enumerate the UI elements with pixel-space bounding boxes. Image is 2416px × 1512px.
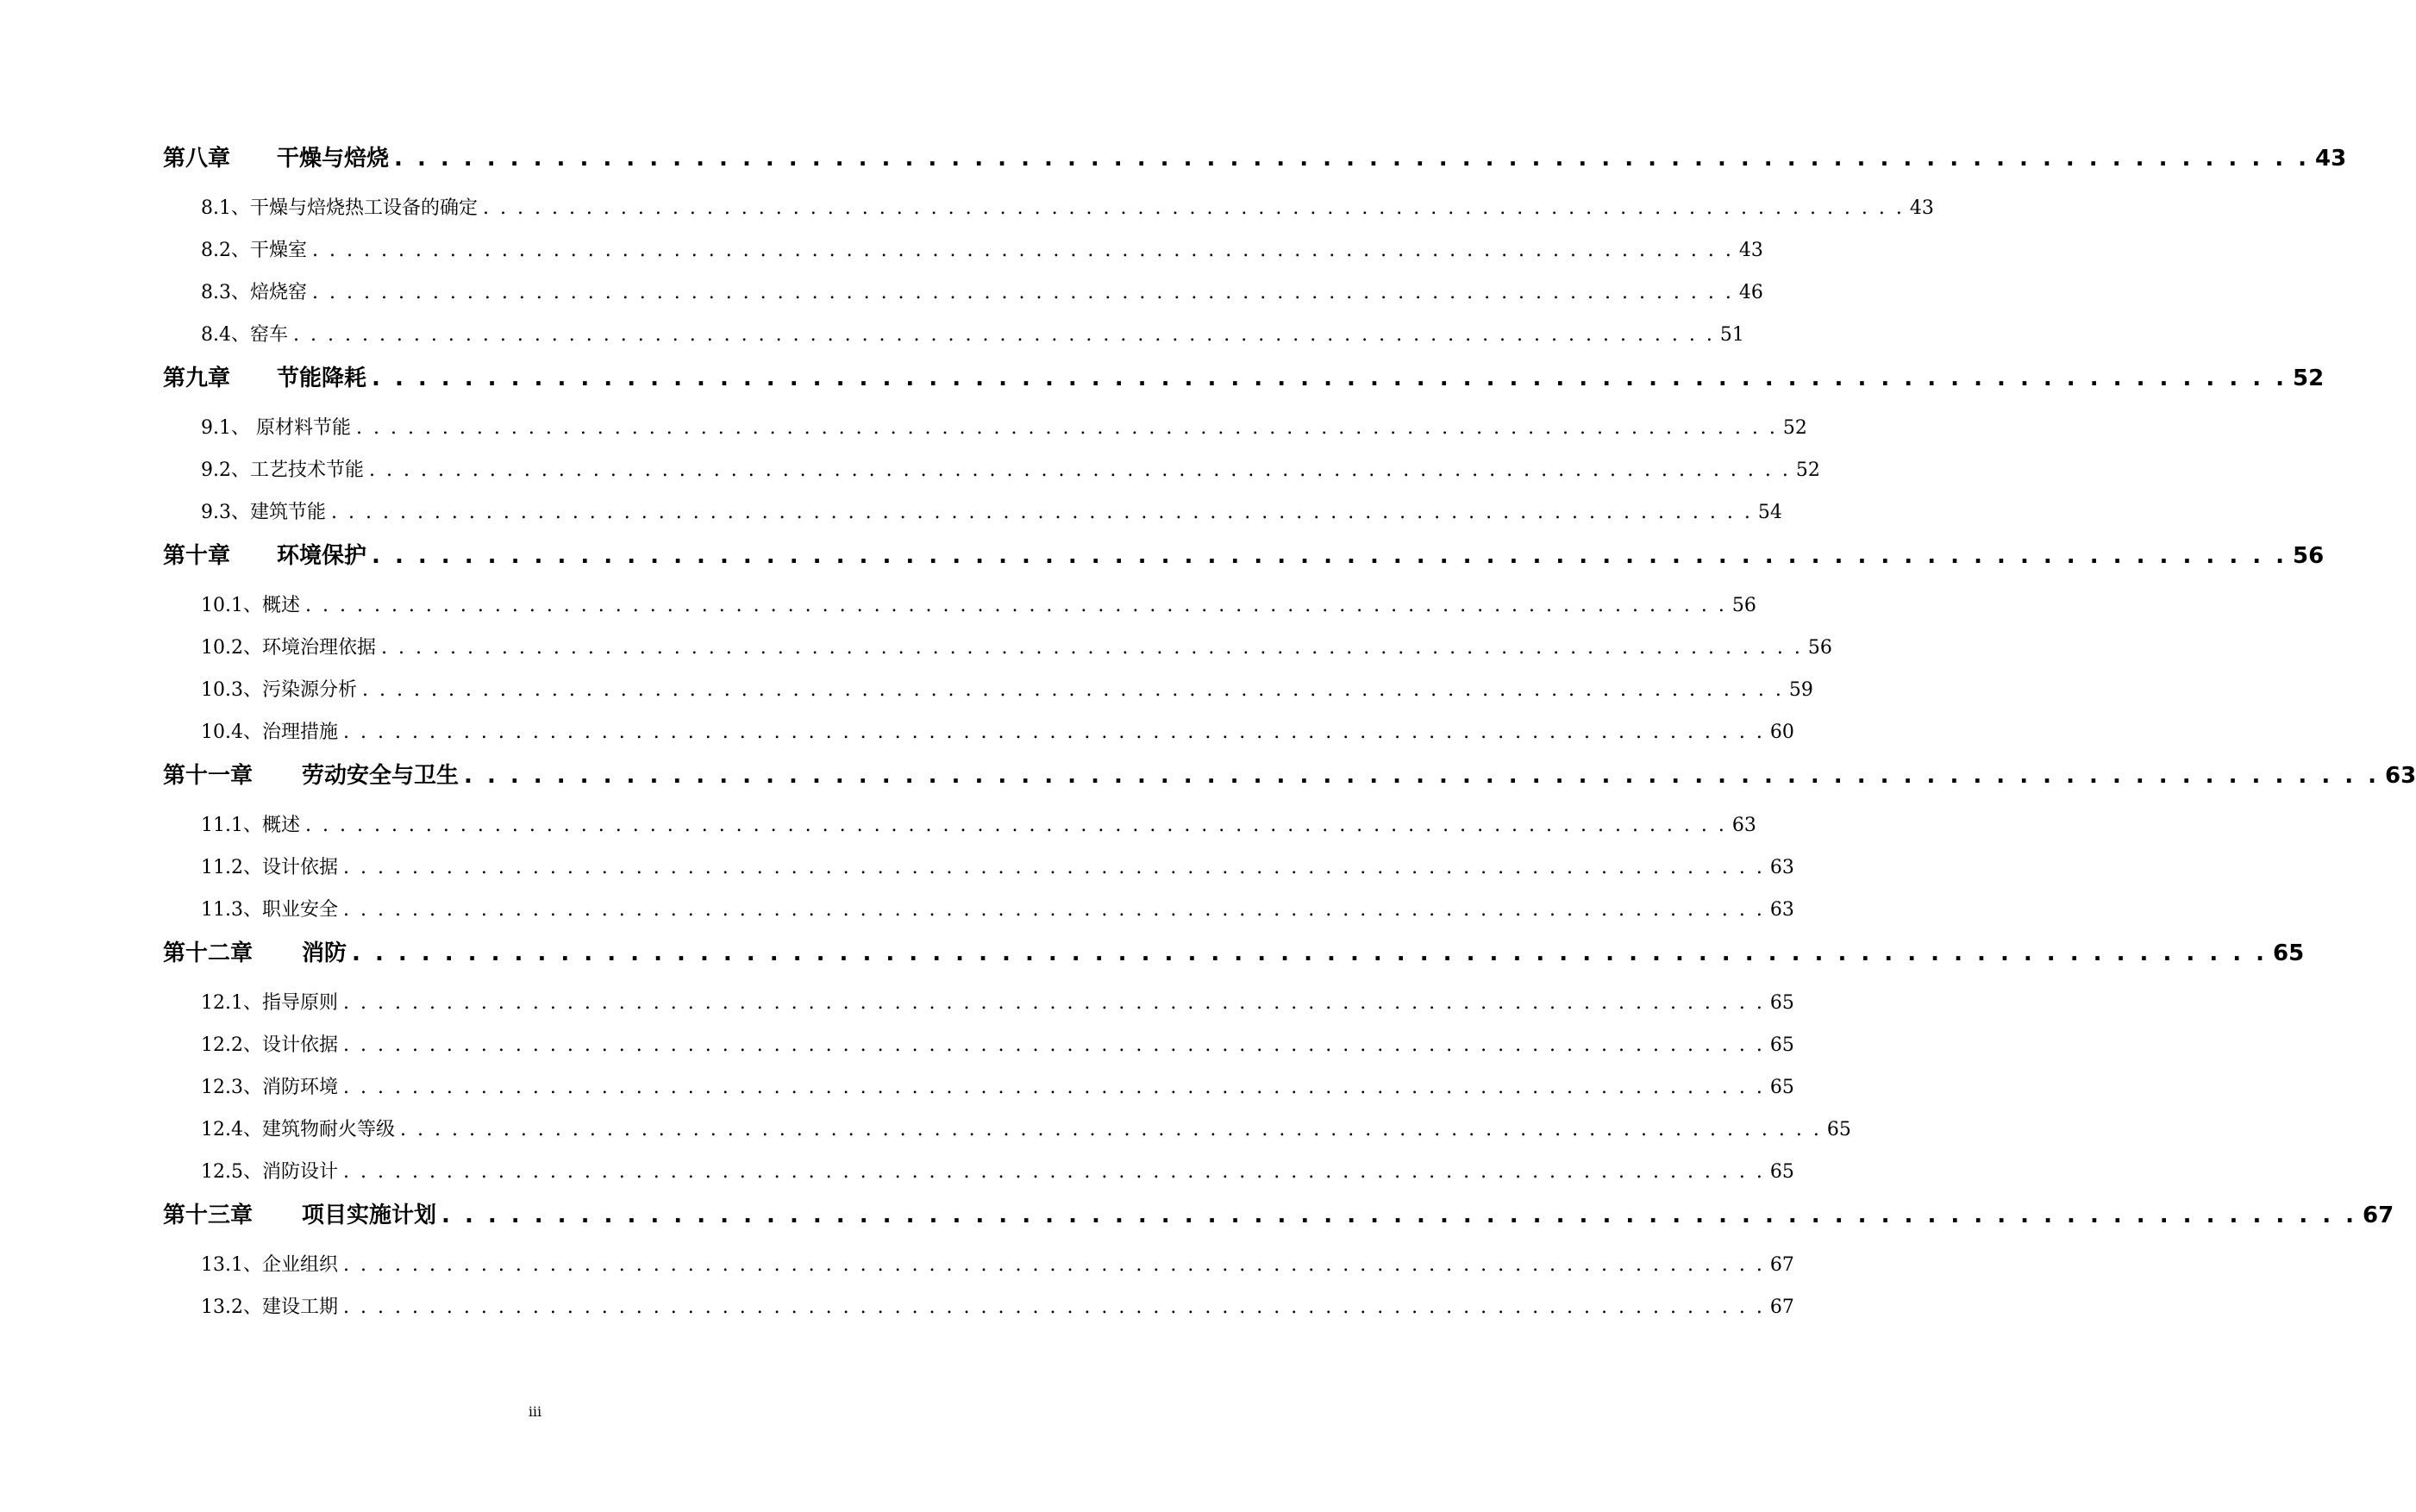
toc-entry-number: 13.2、 (201, 1296, 262, 1318)
toc-section-entry[interactable] (163, 847, 1794, 889)
dot-leader: . . . . . . . . . . . . . . . . . . . . . . . . . . . . . . . . . . . . . . . . . . . . . . . . . . . . . . . . . . . . . . . . . . . . . . . . . . . . . . . . . . . (343, 992, 1765, 1014)
dot-leader: . . . . . . . . . . . . . . . . . . . . . . . . . . . . . . . . . . . . . . . . . . . . . . . . . . . . . . . . . . . . . . . . . . . . . . . . . . . . . . . . . . . (305, 595, 1727, 616)
toc-entry-label (163, 1193, 436, 1238)
toc-section-entry[interactable] (163, 1151, 1794, 1193)
toc-entry-label (201, 187, 478, 229)
toc-entry-number: 8.4、 (201, 324, 250, 346)
page-number-footer: iii (528, 1403, 542, 1420)
toc-entry-page-number: 52 (1795, 459, 1820, 481)
toc-entry-title: 消防 (302, 940, 347, 966)
toc-section-entry[interactable] (163, 669, 1813, 711)
dot-leader: . . . . . . . . . . . . . . . . . . . . . . . . . . . . . . . . . . . . . . . . . . . . . . . . . . . . . . . . . . . . . . . . . . . . . . . . . . . . . . . . . . . (441, 1203, 2358, 1228)
toc-entry-label (163, 356, 366, 401)
toc-entry-number: 12.5、 (201, 1161, 262, 1183)
toc-entry-label (201, 272, 307, 314)
toc-entry-page-number: 52 (1782, 417, 1807, 439)
toc-entry-page-number: 63 (1731, 815, 1756, 836)
toc-entry-page-number: 63 (1769, 857, 1794, 878)
toc-entry-title: 环境保护 (277, 543, 367, 569)
toc-entry-page-number: 60 (1769, 722, 1794, 743)
toc-entry-number: 11.3、 (201, 899, 262, 921)
toc-chapter-entry[interactable] (163, 753, 2416, 804)
toc-section-entry[interactable] (163, 1024, 1794, 1066)
toc-entry-number: 8.1、 (201, 197, 250, 219)
toc-entry-label (201, 627, 376, 669)
dot-leader: . . . . . . . . . . . . . . . . . . . . . . . . . . . . . . . . . . . . . . . . . . . . . . . . . . . . . . . . . . . . . . . . . . . . . . . . . . . . . . . . . . . (343, 857, 1765, 878)
toc-entry-title: 干燥与焙烧 (277, 146, 390, 172)
toc-entry-title: 治理措施 (262, 722, 339, 743)
toc-entry-title: 建筑节能 (250, 502, 327, 523)
toc-entry-page-number: 67 (1769, 1296, 1794, 1318)
toc-entry-number: 第九章 (163, 366, 231, 391)
dot-leader: . . . . . . . . . . . . . . . . . . . . . . . . . . . . . . . . . . . . . . . . . . . . . . . . . . . . . . . . . . . . . . . . . . . . . . . . . . . . . . . . . . . (372, 543, 2288, 569)
toc-entry-page-number: 56 (1731, 595, 1756, 616)
toc-entry-title: 消防设计 (262, 1161, 339, 1183)
toc-chapter-entry[interactable] (163, 356, 2325, 407)
toc-entry-page-number: 63 (1769, 899, 1794, 921)
toc-entry-title: 工艺技术节能 (250, 459, 365, 481)
toc-entry-page-number: 59 (1788, 679, 1813, 701)
toc-entry-title: 干燥与焙烧热工设备的确定 (250, 197, 479, 219)
dot-leader: . . . . . . . . . . . . . . . . . . . . . . . . . . . . . . . . . . . . . . . . . . . . . . . . . . . . . . . . . . . . . . . . . . . . . . . . . . . . . . . . . . . (343, 899, 1765, 921)
toc-entry-page-number: 56 (1807, 637, 1832, 659)
toc-entry-page-number: 51 (1719, 324, 1744, 346)
toc-entry-page-number: 65 (1769, 1034, 1794, 1056)
toc-entry-label (201, 889, 338, 931)
toc-entry-label (201, 1066, 338, 1109)
toc-entry-title: 干燥室 (250, 240, 308, 261)
dot-leader: . . . . . . . . . . . . . . . . . . . . . . . . . . . . . . . . . . . . . . . . . . . . . . . . . . . . . . . . . . . . . . . . . . . . . . . . . . . . . . . . . . . (400, 1119, 1822, 1140)
dot-leader: . . . . . . . . . . . . . . . . . . . . . . . . . . . . . . . . . . . . . . . . . . . . . . . . . . . . . . . . . . . . . . . . . . . . . . . . . . . . . . . . . . . (464, 763, 2381, 789)
toc-entry-number: 10.3、 (201, 679, 262, 701)
toc-entry-title: 焙烧窑 (250, 282, 308, 303)
toc-entry-number: 第十二章 (163, 940, 253, 966)
toc-section-entry[interactable] (163, 272, 1763, 314)
toc-entry-title: 节能降耗 (277, 366, 367, 391)
toc-chapter-entry[interactable] (163, 1193, 2394, 1244)
toc-entry-label (201, 669, 357, 711)
toc-chapter-entry[interactable] (163, 931, 2305, 982)
toc-entry-label (201, 1286, 338, 1328)
dot-leader: . . . . . . . . . . . . . . . . . . . . . . . . . . . . . . . . . . . . . . . . . . . . . . . . . . . . . . . . . . . . . . . . . . . . . . . . . . . . . . . . . . . (312, 282, 1734, 303)
toc-entry-title: 建筑物耐火等级 (262, 1119, 396, 1140)
toc-entry-number: 10.4、 (201, 722, 262, 743)
toc-entry-title: 设计依据 (262, 1034, 339, 1056)
toc-entry-page-number: 46 (1738, 282, 1763, 303)
toc-entry-label (163, 534, 366, 578)
toc-entry-label (201, 711, 338, 753)
toc-entry-page-number: 43 (1738, 240, 1763, 261)
toc-entry-title: 概述 (262, 815, 301, 836)
toc-entry-page-number: 67 (2363, 1203, 2394, 1228)
toc-entry-number: 12.3、 (201, 1077, 262, 1098)
toc-entry-label (201, 847, 338, 889)
toc-entry-number: 9.3、 (201, 502, 250, 523)
dot-leader: . . . . . . . . . . . . . . . . . . . . . . . . . . . . . . . . . . . . . . . . . . . . . . . . . . . . . . . . . . . . . . . . . . . . . . . . . . . . . . . . . . . (343, 1161, 1765, 1183)
dot-leader: . . . . . . . . . . . . . . . . . . . . . . . . . . . . . . . . . . . . . . . . . . . . . . . . . . . . . . . . . . . . . . . . . . . . . . . . . . . . . . . . . . . (356, 417, 1778, 439)
toc-entry-title: 概述 (262, 595, 301, 616)
toc-entry-number: 13.1、 (201, 1254, 262, 1276)
toc-entry-page-number: 67 (1769, 1254, 1794, 1276)
toc-entry-label (201, 804, 300, 847)
dot-leader: . . . . . . . . . . . . . . . . . . . . . . . . . . . . . . . . . . . . . . . . . . . . . . . . . . . . . . . . . . . . . . . . . . . . . . . . . . . . . . . . . . . (343, 1296, 1765, 1318)
toc-section-entry[interactable] (163, 889, 1794, 931)
dot-leader: . . . . . . . . . . . . . . . . . . . . . . . . . . . . . . . . . . . . . . . . . . . . . . . . . . . . . . . . . . . . . . . . . . . . . . . . . . . . . . . . . . . (305, 815, 1727, 836)
toc-entry-page-number: 56 (2293, 543, 2325, 569)
toc-entry-number: 8.2、 (201, 240, 250, 261)
toc-entry-number: 11.1、 (201, 815, 262, 836)
toc-section-entry[interactable] (163, 804, 1756, 847)
toc-entry-title: 劳动安全与卫生 (302, 763, 460, 789)
toc-entry-label (201, 1024, 338, 1066)
toc-entry-title: 消防环境 (262, 1077, 339, 1098)
toc-entry-label (163, 136, 389, 181)
toc-chapter-entry[interactable] (163, 136, 2347, 187)
dot-leader: . . . . . . . . . . . . . . . . . . . . . . . . . . . . . . . . . . . . . . . . . . . . . . . . . . . . . . . . . . . . . . . . . . . . . . . . . . . . . . . . . . . (483, 197, 1905, 219)
toc-entry-title: 原材料节能 (250, 417, 351, 439)
toc-section-entry[interactable] (163, 491, 1782, 534)
toc-entry-title: 项目实施计划 (302, 1203, 437, 1228)
toc-section-entry[interactable] (163, 627, 1832, 669)
toc-entry-page-number: 65 (1769, 1161, 1794, 1183)
toc-entry-label (201, 1109, 395, 1151)
toc-entry-number: 11.2、 (201, 857, 262, 878)
toc-entry-label (201, 1151, 338, 1193)
toc-entry-number: 9.1、 (201, 417, 250, 439)
toc-section-entry[interactable] (163, 229, 1763, 272)
toc-section-entry[interactable] (163, 1244, 1794, 1286)
toc-entry-number: 12.2、 (201, 1034, 262, 1056)
toc-section-entry[interactable] (163, 314, 1744, 356)
dot-leader: . . . . . . . . . . . . . . . . . . . . . . . . . . . . . . . . . . . . . . . . . . . . . . . . . . . . . . . . . . . . . . . . . . . . . . . . . . . . . . . . . . . (372, 366, 2288, 391)
table-of-contents (163, 136, 2416, 1328)
toc-entry-number: 10.1、 (201, 595, 262, 616)
toc-chapter-entry[interactable] (163, 534, 2325, 584)
toc-section-entry[interactable] (163, 1109, 1851, 1151)
toc-entry-page-number: 52 (2293, 366, 2325, 391)
toc-entry-number: 第八章 (163, 146, 231, 172)
toc-section-entry[interactable] (163, 187, 1934, 229)
toc-entry-number: 第十三章 (163, 1203, 253, 1228)
dot-leader: . . . . . . . . . . . . . . . . . . . . . . . . . . . . . . . . . . . . . . . . . . . . . . . . . . . . . . . . . . . . . . . . . . . . . . . . . . . . . . . . . . . (352, 940, 2269, 966)
dot-leader: . . . . . . . . . . . . . . . . . . . . . . . . . . . . . . . . . . . . . . . . . . . . . . . . . . . . . . . . . . . . . . . . . . . . . . . . . . . . . . . . . . . (312, 240, 1734, 261)
toc-entry-label (163, 753, 459, 798)
toc-entry-label (201, 491, 326, 534)
toc-entry-page-number: 65 (1826, 1119, 1851, 1140)
toc-entry-number: 第十一章 (163, 763, 253, 789)
dot-leader: . . . . . . . . . . . . . . . . . . . . . . . . . . . . . . . . . . . . . . . . . . . . . . . . . . . . . . . . . . . . . . . . . . . . . . . . . . . . . . . . . . . (381, 637, 1803, 659)
dot-leader: . . . . . . . . . . . . . . . . . . . . . . . . . . . . . . . . . . . . . . . . . . . . . . . . . . . . . . . . . . . . . . . . . . . . . . . . . . . . . . . . . . . (331, 502, 1753, 523)
toc-entry-title: 企业组织 (262, 1254, 339, 1276)
toc-entry-number: 9.2、 (201, 459, 250, 481)
toc-entry-title: 建设工期 (262, 1296, 339, 1318)
dot-leader: . . . . . . . . . . . . . . . . . . . . . . . . . . . . . . . . . . . . . . . . . . . . . . . . . . . . . . . . . . . . . . . . . . . . . . . . . . . . . . . . . . . (343, 1077, 1765, 1098)
toc-entry-number: 12.1、 (201, 992, 262, 1014)
toc-entry-number: 12.4、 (201, 1119, 262, 1140)
dot-leader: . . . . . . . . . . . . . . . . . . . . . . . . . . . . . . . . . . . . . . . . . . . . . . . . . . . . . . . . . . . . . . . . . . . . . . . . . . . . . . . . . . . (394, 146, 2311, 172)
toc-entry-title: 职业安全 (262, 899, 339, 921)
toc-entry-page-number: 43 (1909, 197, 1934, 219)
toc-entry-title: 环境治理依据 (262, 637, 377, 659)
toc-entry-label (201, 314, 288, 356)
toc-entry-label (163, 931, 347, 976)
toc-entry-label (201, 229, 307, 272)
toc-section-entry[interactable] (163, 1066, 1794, 1109)
toc-section-entry[interactable] (163, 711, 1794, 753)
toc-entry-label (201, 982, 338, 1024)
toc-entry-page-number: 65 (1769, 1077, 1794, 1098)
toc-entry-title: 指导原则 (262, 992, 339, 1014)
toc-entry-title: 窑车 (250, 324, 289, 346)
toc-section-entry[interactable] (163, 982, 1794, 1024)
toc-entry-number: 10.2、 (201, 637, 262, 659)
dot-leader: . . . . . . . . . . . . . . . . . . . . . . . . . . . . . . . . . . . . . . . . . . . . . . . . . . . . . . . . . . . . . . . . . . . . . . . . . . . . . . . . . . . (369, 459, 1791, 481)
toc-entry-number: 第十章 (163, 543, 231, 569)
toc-entry-page-number: 65 (2273, 940, 2305, 966)
toc-section-entry[interactable] (163, 584, 1756, 627)
toc-entry-label (201, 407, 351, 449)
toc-entry-label (201, 1244, 338, 1286)
toc-entry-number: 8.3、 (201, 282, 250, 303)
toc-entry-page-number: 43 (2315, 146, 2347, 172)
dot-leader: . . . . . . . . . . . . . . . . . . . . . . . . . . . . . . . . . . . . . . . . . . . . . . . . . . . . . . . . . . . . . . . . . . . . . . . . . . . . . . . . . . . (343, 722, 1765, 743)
toc-section-entry[interactable] (163, 449, 1820, 491)
dot-leader: . . . . . . . . . . . . . . . . . . . . . . . . . . . . . . . . . . . . . . . . . . . . . . . . . . . . . . . . . . . . . . . . . . . . . . . . . . . . . . . . . . . (343, 1254, 1765, 1276)
toc-entry-page-number: 54 (1757, 502, 1782, 523)
dot-leader: . . . . . . . . . . . . . . . . . . . . . . . . . . . . . . . . . . . . . . . . . . . . . . . . . . . . . . . . . . . . . . . . . . . . . . . . . . . . . . . . . . . (343, 1034, 1765, 1056)
toc-section-entry[interactable] (163, 407, 1807, 449)
dot-leader: . . . . . . . . . . . . . . . . . . . . . . . . . . . . . . . . . . . . . . . . . . . . . . . . . . . . . . . . . . . . . . . . . . . . . . . . . . . . . . . . . . . (293, 324, 1715, 346)
toc-entry-title: 污染源分析 (262, 679, 358, 701)
toc-entry-label (201, 584, 300, 627)
toc-entry-label (201, 449, 364, 491)
toc-entry-page-number: 65 (1769, 992, 1794, 1014)
toc-section-entry[interactable] (163, 1286, 1794, 1328)
toc-entry-page-number: 63 (2385, 763, 2416, 789)
dot-leader: . . . . . . . . . . . . . . . . . . . . . . . . . . . . . . . . . . . . . . . . . . . . . . . . . . . . . . . . . . . . . . . . . . . . . . . . . . . . . . . . . . . (362, 679, 1784, 701)
toc-entry-title: 设计依据 (262, 857, 339, 878)
